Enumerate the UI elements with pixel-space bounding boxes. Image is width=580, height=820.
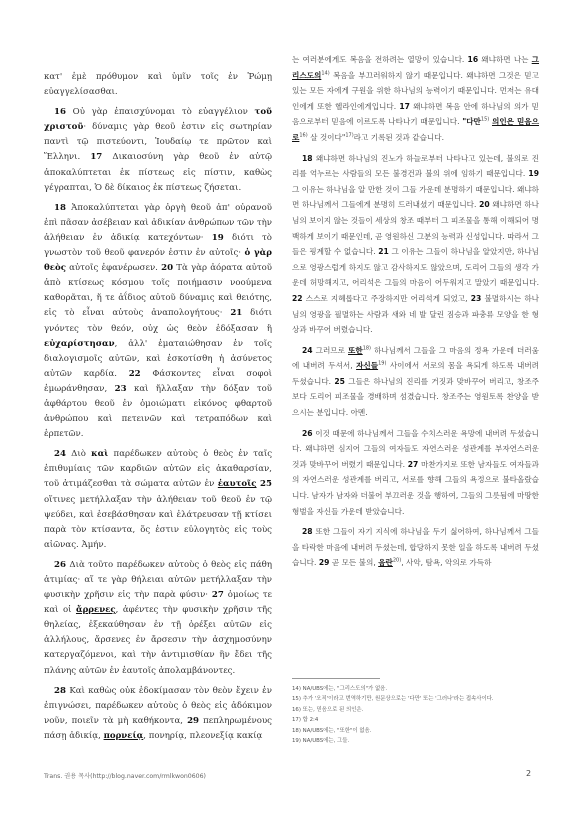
greek-text: Διὰ τοῦτο παρέδωκεν αὐτοὺς ὁ θεὸς εἰς πάθη ἀτιμίας· αἵ τε γὰρ θήλειαι αὐτῶν μετήλλαξαν τὴν φυσικὴν χρῆσιν εἰς τὴν παρὰ φύσιν· xyxy=(44,559,272,601)
footnotes xyxy=(292,684,539,746)
korean-text: 그 이유는 하나님을 알 만한 것이 그들 가운데 분명하기 때문입니다. 왜냐하면 하나님께서 그들에게 분명히 드러내셨기 때문입니다. xyxy=(292,184,539,210)
greek-text: Δικαιοσύνη γὰρ θεοῦ ἐν αὐτῷ ἀποκαλύπτεται ἐκ πίστεως εἰς πίστιν, καθὼς γέγραπται, Ὁ δὲ δίκαιος ἐκ πίστεως ζήσεται. xyxy=(44,152,272,193)
korean-text: 또한 그들이 자기 지식에 하나님을 두기 싫어하여, 하나님께서 그들을 타락한 마음에 내버려 두셨는데, 합당하지 못한 일을 하도록 내버려 두셨습니다. xyxy=(292,527,539,568)
greek-emphasis: καὶ xyxy=(91,449,109,460)
footnote: 14) NA/UBS에는, "그리스도의"가 없음. xyxy=(292,686,388,692)
korean-emphasis: 음란 xyxy=(378,558,393,568)
greek-paragraph xyxy=(44,201,272,443)
greek-text: , ἀλλ' ἐματαιώθησαν ἐν τοῖς διαλογισμοῖς αὐτῶν, καὶ ἐσκοτίσθη ἡ ἀσύνετος αὐτῶν καρδία. xyxy=(44,338,272,379)
greek-text-column xyxy=(44,70,272,760)
verse-number: 29 xyxy=(187,715,200,726)
korean-text: 곧 모든 불의, xyxy=(331,558,376,568)
footnote-ref: 15) xyxy=(480,116,490,123)
korean-paragraph xyxy=(292,52,539,146)
greek-text: , ἀφέντες τὴν φυσικὴν χρῆσιν τῆς θηλείας, ἐξεκαύθησαν ἐν τῇ ὀρέξει αὐτῶν εἰς ἀλλήλους, ἄρσενες ἐν ἄρσεσιν τὴν ἀσχημοσύνην κατεργαζόμενοι, καὶ τὴν ἀντιμισθίαν ἣν ἔδει τῆς πλάνης αὐτῶν ἐν ἑαυτοῖς ἀπολαμβάνοντες. xyxy=(44,605,272,676)
verse-number: 27 xyxy=(211,590,224,601)
footnote-divider xyxy=(292,678,380,679)
korean-text: 스스로 지혜롭다고 주장하지만 어리석게 되었고, xyxy=(305,293,468,303)
verse-number: 24 xyxy=(302,345,313,355)
greek-text: καὶ ἤλλαξαν τὴν δόξαν τοῦ ἀφθάρτου θεοῦ ἐν ὁμοιώματι εἰκόνος φθαρτοῦ ἀνθρώπου καὶ πετεινῶν καὶ τετραπόδων καὶ ἑρπετῶν. xyxy=(44,383,272,440)
korean-emphasis: "다만 xyxy=(462,117,481,127)
korean-emphasis: 그리스도의 xyxy=(292,55,539,80)
greek-text: Καὶ καθὼς οὐκ ἐδοκίμασαν τὸν θεὸν ἔχειν ἐν ἐπιγνώσει, παρέδωκεν αὐτοὺς ὁ θεὸς εἰς ἀδόκιμον νοῦν, ποιεῖν τὰ μὴ καθήκοντα, xyxy=(44,685,272,726)
greek-text: Διὸ xyxy=(71,449,86,460)
greek-text: κατ' ἐμὲ πρόθυμον καὶ ὑμῖν τοῖς ἐν Ῥώμῃ εὐαγγελίσασθαι. xyxy=(44,72,272,98)
korean-text: 는 여러분에게도 복음을 전하려는 열망이 있습니다. xyxy=(292,55,465,64)
verse-number: 21 xyxy=(378,247,389,257)
greek-emphasis: πορνείᾳ xyxy=(103,730,144,741)
korean-text: 사이에서 서로의 몸을 욕되게 하도록 내버려 두셨습니다. xyxy=(292,361,539,386)
greek-emphasis: εὐχαρίστησαν xyxy=(44,338,115,349)
greek-text: διότι γνόντες τὸν θεόν, οὐχ ὡς θεὸν ἐδόξασαν ἢ xyxy=(44,308,272,334)
greek-emphasis: ἑαυτοῖς xyxy=(217,479,257,490)
verse-number: 22 xyxy=(292,293,303,303)
korean-text: 하나님께서 그들을 그 마음의 정욕 가운데 더러움에 내버려 두셔서, xyxy=(292,345,539,371)
korean-text: 왜냐하면 나는 xyxy=(481,55,529,64)
verse-number: 20 xyxy=(479,200,490,210)
greek-emphasis: ἄρρενες xyxy=(75,605,116,616)
korean-paragraph xyxy=(292,151,539,338)
verse-number: 17 xyxy=(399,101,410,111)
korean-text: 이것 때문에 하나님께서 그들을 수치스러운 욕망에 내버려 두셨습니다. 왜냐하면 심지어 그들의 여자들도 자연스러운 성관계를 부자연스러운 것과 맞바꾸어 버렸기 때문입니다. xyxy=(292,428,539,469)
verse-number: 21 xyxy=(230,308,243,319)
korean-emphasis: 자신들 xyxy=(356,361,379,371)
korean-text: 왜냐하면 복음 안에 하나님의 의가 믿음으로부터 믿음에 이르도록 나타나기 때문입니다. xyxy=(292,101,539,127)
greek-text: Τὰ γὰρ ἀόρατα αὐτοῦ ἀπὸ κτίσεως κόσμου τοῖς ποιήμασιν νοούμενα καθορᾶται, ἥ τε ἀΐδιος αὐτοῦ δύναμις καὶ θειότης, εἰς τὸ εἶναι αὐτοὺς ἀναπολογήτους· xyxy=(44,263,272,319)
greek-emphasis: ὁ γὰρ θεὸς xyxy=(44,248,272,274)
verse-number: 26 xyxy=(54,559,66,570)
footnote: 17) 합 2:4 xyxy=(292,717,319,724)
korean-text-column xyxy=(292,52,539,672)
greek-text: παρέδωκεν αὐτοὺς ὁ θεὸς ἐν ταῖς ἐπιθυμίαις τῶν καρδιῶν αὐτῶν εἰς ἀκαθαρσίαν, τοῦ ἀτιμάζεσθαι τὰ σώματα αὐτῶν ἐν xyxy=(44,449,272,490)
verse-number: 25 xyxy=(260,479,272,490)
verse-number: 25 xyxy=(334,376,345,386)
korean-paragraph xyxy=(292,524,539,571)
greek-paragraph xyxy=(44,558,272,679)
korean-text: 라고 기록된 것과 같습니다. xyxy=(353,132,445,142)
footnote-ref: 14) xyxy=(321,70,330,77)
korean-text: 그들은 하나님의 진리를 거짓과 맞바꾸어 버리고, 창조주보다 도리어 피조물을 경배하며 섬겼습니다. 창조주는 영원토록 찬양을 받으시는 분입니다. 아멘. xyxy=(292,376,539,418)
greek-text: Οὐ γὰρ ἐπαισχύνομαι τὸ εὐαγγέλιον xyxy=(72,107,248,118)
greek-text: πεπληρωμένους πάσῃ ἀδικίᾳ, xyxy=(44,715,272,741)
footnote-ref: 16) xyxy=(299,132,308,139)
page-number: 2 xyxy=(526,769,532,778)
verse-number: 19 xyxy=(211,232,224,243)
greek-text: αὐτοῖς ἐφανέρωσεν. xyxy=(69,263,158,274)
greek-paragraph xyxy=(44,684,272,744)
korean-paragraph xyxy=(292,426,539,520)
greek-text: οἵτινες μετήλλαξαν τὴν ἀλήθειαν τοῦ θεοῦ ἐν τῷ ψεύδει, καὶ ἐσεβάσθησαν καὶ ἐλάτρευσαν τῇ κτίσει παρὰ τὸν κτίσαντα, ὅς ἐστιν εὐλογητὸς εἰς τοὺς αἰῶνας. Ἀμήν. xyxy=(44,494,272,550)
footnote-ref: 20) xyxy=(392,557,402,564)
verse-number: 17 xyxy=(90,152,103,163)
korean-text: 왜냐하면 하나님의 진노가 하늘로부터 나타나고 있는데, 불의로 진리를 억누르는 사람들의 모든 불경건과 불의 위에 임하기 때문입니다. xyxy=(292,153,539,179)
verse-number: 16 xyxy=(54,107,66,118)
footnote-ref: 18) xyxy=(362,345,372,352)
verse-number: 20 xyxy=(161,263,174,274)
verse-number: 26 xyxy=(302,428,313,438)
greek-text: , πονηρίᾳ, πλεονεξίᾳ κακίᾳ xyxy=(143,730,263,741)
verse-number: 23 xyxy=(470,293,482,303)
korean-emphasis: 의인은 믿음으로 xyxy=(292,117,539,142)
korean-text: 왜냐하면 하나님의 보이지 않는 것들이 세상의 창조 때부터 그 피조물을 통해 이해되어 명백하게 보이기 때문인데, 곧 영원하신 그분의 능력과 신성입니다. 따라서 그들은 핑계할 수 없습니다. xyxy=(292,200,539,257)
greek-text: διότι τὸ γνωστὸν τοῦ θεοῦ φανερόν ἐστιν ἐν αὐτοῖς· xyxy=(44,232,272,259)
verse-number: 24 xyxy=(54,449,66,460)
greek-paragraph xyxy=(44,70,272,100)
verse-number: 28 xyxy=(54,685,66,696)
verse-number: 28 xyxy=(302,527,313,537)
greek-text: Φάσκοντες εἶναι σοφοὶ ἐμωράνθησαν, xyxy=(44,368,272,394)
verse-number: 29 xyxy=(318,558,330,568)
korean-text: 마찬가지로 또한 남자들도 여자들과의 자연스러운 성관계를 버리고, 서로를 향해 그들의 욕정으로 불타올랐습니다. 남자가 남자와 더불어 부끄러운 것을 행하여, 그들의 그릇됨에 마땅한 형벌을 자신들 가운데 받았습니다. xyxy=(292,459,539,516)
verse-number: 27 xyxy=(407,459,419,469)
korean-text: 살 것이다" xyxy=(310,132,346,142)
korean-emphasis: 또한 xyxy=(348,345,363,355)
verse-number: 18 xyxy=(302,153,313,163)
korean-text: 그 이유는 그들이 하나님을 알았지만, 하나님으로 영광스럽게 하지도 않고 감사하지도 않았으며, 도리어 그들의 생각 가운데 허망해지고, 어리석은 그들의 마음이 어두워지고 말았기 때문입니다. xyxy=(292,247,539,288)
greek-text: Ἀποκαλύπτεται γὰρ ὀργὴ θεοῦ ἀπ' οὐρανοῦ ἐπὶ πᾶσαν ἀσέβειαν καὶ ἀδικίαν ἀνθρώπων τῶν τὴν ἀλήθειαν ἐν ἀδικίᾳ κατεχόντων· xyxy=(44,202,272,243)
footnote: 19) NA/UBS에는, 그들. xyxy=(292,738,350,745)
footnote: 15) 추가 '오직'이라고 번역하기만, 원문상으로는 '다만' 또는 '그러나'라는 접속사이다. xyxy=(292,696,494,703)
verse-number: 22 xyxy=(128,368,141,379)
footnote-ref: 17) xyxy=(345,132,354,139)
footnote: 16) 또는, 믿음으로 된 의인은. xyxy=(292,706,364,713)
greek-paragraph xyxy=(44,105,272,196)
korean-text: 불멸하시는 하나님의 영광을 필멸하는 사람과 새와 네 발 달린 짐승과 파충류 모양을 한 형상과 바꾸어 버렸습니다. xyxy=(292,293,539,335)
korean-text: , 사악, 탐욕, 악의로 가득하 xyxy=(401,558,492,568)
greek-emphasis: τοῦ χριστοῦ xyxy=(44,107,272,133)
greek-text: · δύναμις γὰρ θεοῦ ἐστιν εἰς σωτηρίαν παντὶ τῷ πιστεύοντι, Ἰουδαίῳ τε πρῶτον καὶ Ἕλληνι. xyxy=(44,122,272,163)
korean-text: 그러므로 xyxy=(315,345,345,355)
verse-number: 19 xyxy=(528,169,539,179)
greek-paragraph xyxy=(44,447,272,553)
verse-number: 18 xyxy=(54,202,66,213)
verse-number: 23 xyxy=(114,383,127,394)
greek-text: ὁμοίως τε καὶ οἱ xyxy=(44,590,272,616)
footnote: 18) NA/UBS에는, "또한"이 없음. xyxy=(292,727,372,734)
footnote-ref: 19) xyxy=(378,360,387,367)
korean-text: 복음을 부끄러워하지 않기 때문입니다. 왜냐하면 그것은 믿고 있는 모든 자에게 구원을 위한 하나님의 능력이기 때문입니다. 먼저는 유대인에게 또한 헬라인에게입니다. xyxy=(292,70,539,111)
korean-paragraph xyxy=(292,343,539,421)
translator-credit: Trans. 권용 목사(http://blog.naver.com/rmlkwon0606) xyxy=(44,773,206,780)
verse-number: 16 xyxy=(467,55,479,64)
